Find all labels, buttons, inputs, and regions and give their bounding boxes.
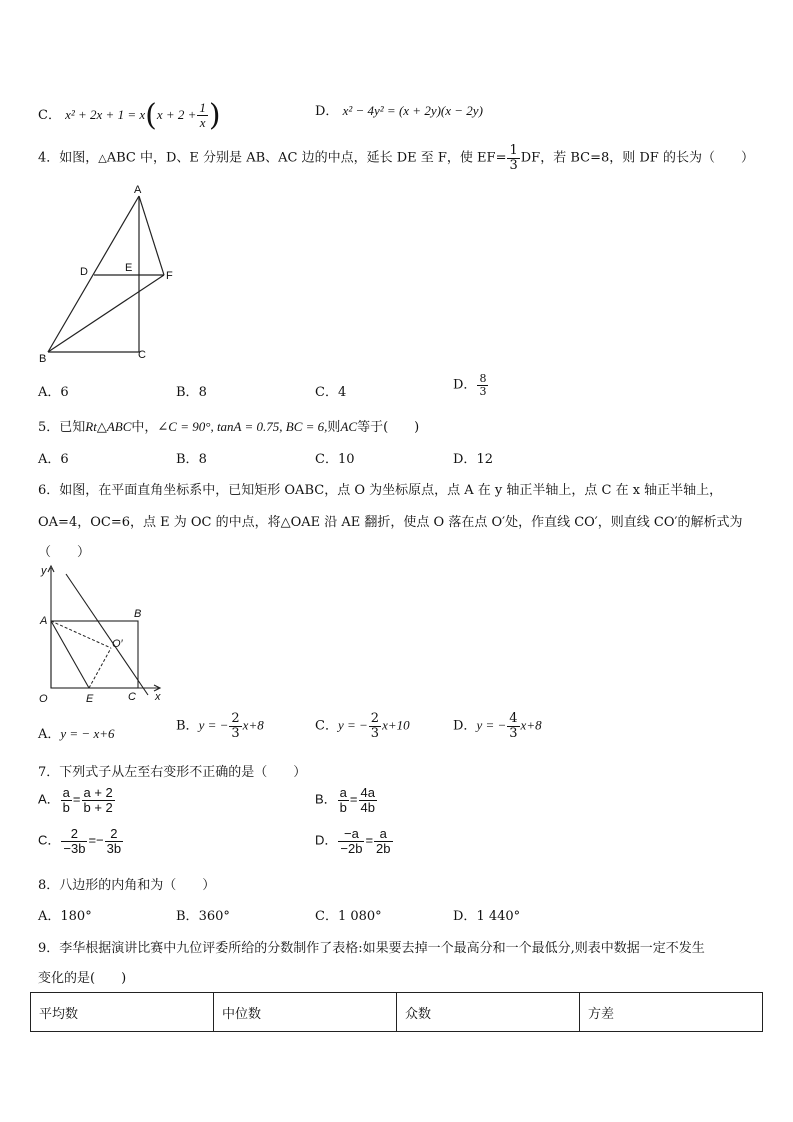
q6-label-e: E [86,693,94,705]
q4-label-a: A [134,184,142,196]
q6-option-c [315,712,410,740]
q6-option-a-expr: y = − x+6 [60,726,115,741]
q7-d-rd: 2b [376,840,391,856]
q3-c-paren-close: ) [208,98,221,133]
q3-d-eq: x² − 4y² = (x + 2y)(x − 2y) [342,103,483,118]
q6-option-b-label: B． [176,718,199,734]
q6-option-c-num: 2 [370,711,380,726]
q4-segment-bf [48,275,164,352]
q3-c-eq-inner: x + 2 + [156,107,197,122]
q8-option-d [453,905,520,924]
q4-stem-fraction [507,144,519,172]
q5-option-b-label: B． [176,452,199,467]
q6-option-d-pre: y = − [476,717,507,733]
q6-label-a: A [40,615,48,627]
q4-segment-af [139,196,164,275]
q5-stem-math3: AC [340,419,358,434]
q6-option-b [176,712,264,740]
q7-option-b [315,786,378,814]
q9-table-cell-mean: 平均数 [31,993,214,1032]
q6-option-c-den: 3 [370,725,380,741]
q3-c-frac-den: x [199,115,206,130]
q5-stem-math2: ∠C = 90°, tanA = 0.75, BC = 6, [157,419,328,434]
q7-c-ld: −3b [63,840,86,856]
q5-option-d-value: 12 [476,452,493,467]
q8-stem: 8．八边形的内角和为（ ） [38,878,216,893]
q6-option-b-num: 2 [231,711,240,726]
table-row [31,993,763,1032]
q7-a-label: A． [38,791,60,807]
q8-option-c-label: C． [315,909,338,924]
q6-stem-line3: （ ） [38,545,91,560]
q4-option-a-label: A． [38,385,61,400]
q6-label-b: B [134,608,142,620]
q4-option-a-value: 6 [60,385,69,400]
q4-option-c-value: 4 [337,385,347,400]
q4-option-d [453,373,489,397]
q4-label-e: E [125,262,133,274]
q7-b-eq: = [349,791,358,807]
q8-option-d-value: 1 440° [476,909,521,924]
q6-option-b-post: x+8 [242,717,264,733]
q5-stem-then: 则 [327,420,341,435]
q7-a-left-fraction [61,786,72,814]
q4-option-c-label: C． [315,385,338,400]
q3-c-frac-num: 1 [199,100,206,116]
q4-label-d: D [80,266,88,278]
q5-stem-math1: Rt△ABC [85,419,132,434]
q6-option-d [453,712,542,740]
q8-option-a-value: 180° [60,909,92,924]
q5-option-b-value: 8 [198,452,207,467]
q8-option-c [315,905,382,924]
q6-option-d-num: 4 [509,711,518,726]
q3-c-eq-left: x² + 2x + 1 = x [65,107,146,122]
q5-option-a [38,448,69,467]
q7-a-eq: = [72,791,81,807]
q7-b-rn: 4a [360,785,375,800]
q9-table-cell-mode: 众数 [397,993,580,1032]
q4-option-b [176,381,207,400]
q4-stem-post: DF，若 BC=8，则 DF 的长为（ ） [520,150,754,166]
q6-option-d-fraction [507,712,519,740]
q6-option-c-fraction [369,712,381,740]
q9-table-cell-variance: 方差 [580,993,763,1032]
q7-b-label: B． [315,791,337,807]
q8-option-b [176,905,230,924]
q4-stem-frac-den: 3 [509,157,518,173]
q7-d-left-fraction [338,827,364,855]
q8-option-a-label: A． [38,909,61,924]
q8-option-a [38,905,92,924]
q5-option-d-label: D． [453,452,477,467]
q3-c-paren-open: ( [145,98,157,133]
q5-stem [38,416,419,435]
q7-option-a [38,786,116,814]
q7-c-rd: 3b [106,840,122,856]
q5-stem-pre: 5．已知 [38,420,86,435]
q7-d-ld: −2b [340,840,363,856]
q6-option-d-label: D． [453,718,477,734]
q7-b-ld: b [339,799,347,815]
q4-option-b-label: B． [176,385,199,400]
q7-d-label: D． [315,832,338,848]
q5-option-c-label: C． [315,452,338,467]
q6-option-c-label: C． [315,718,338,734]
q6-stem-line2: OA=4，OC=6，点 E 为 OC 的中点，将△OAE 沿 AE 翻折，使点 O 落在点 O′处，作直线 CO′，则直线 CO′的解析式为 [38,515,743,530]
q7-option-d [315,827,394,855]
q7-c-right-fraction [105,827,123,855]
q6-option-b-pre: y = − [198,717,229,733]
q7-c-left-fraction [61,827,87,855]
q7-d-ln: −a [338,827,364,842]
q4-option-d-label: D． [453,377,477,393]
q8-option-c-value: 1 080° [337,909,382,924]
q3-c-fraction [197,101,208,129]
q4-option-b-value: 8 [198,385,207,400]
q6-figure [34,562,174,707]
q7-a-ld: b [62,799,70,815]
q4-label-c: C [138,349,146,361]
q5-option-d [453,448,493,467]
q3-d-label: D． [315,104,339,119]
q4-figure [36,180,186,365]
q4-stem [38,144,754,172]
q7-b-right-fraction [359,786,377,814]
q8-option-d-label: D． [453,909,477,924]
q6-option-c-post: x+10 [382,717,410,733]
q6-label-x: x [155,691,161,703]
q3-option-d [315,100,483,119]
q9-table [30,992,763,1032]
q4-option-a [38,381,69,400]
q6-dashed-eo-prime [89,648,111,688]
q7-c-rn: 2 [105,827,123,842]
q7-c-eq: =− [88,832,104,848]
q6-option-b-den: 3 [231,725,240,741]
q4-stem-pre: 4．如图， [38,150,99,166]
q5-option-c-value: 10 [337,452,355,467]
q7-b-ln: a [339,785,347,800]
q7-b-left-fraction [338,786,349,814]
q6-stem-line1: 6．如图，在平面直角坐标系中，已知矩形 OABC，点 O 为坐标原点，点 A 在 y 轴正半轴上，点 C 在 x 轴正半轴上， [38,483,723,498]
q4-label-b: B [39,353,47,365]
q7-d-rn: a [374,827,392,842]
q6-dashed-ao-prime [51,621,111,648]
q5-option-b [176,448,207,467]
q7-a-right-fraction [82,786,115,814]
q5-option-a-label: A． [38,452,61,467]
q6-label-c: C [128,691,136,703]
q8-option-b-value: 360° [198,909,230,924]
q6-label-o-prime: O′ [112,638,123,650]
q7-a-rn: a + 2 [83,785,113,800]
q6-label-y: y [41,565,47,577]
q9-stem-line1: 9．李华根据演讲比赛中九位评委所给的分数制作了表格:如果要去掉一个最高分和一个最低分,则表中数据一定不发生 [38,941,705,956]
q6-option-a-label: A． [38,727,61,742]
q4-option-c [315,381,346,400]
q4-segment-ab [48,196,139,352]
q7-d-right-fraction [374,827,392,855]
q6-option-a [38,723,115,742]
q3-c-label: C． [38,108,61,123]
q7-option-c [38,827,124,855]
q7-d-eq: = [365,832,374,848]
q6-option-b-fraction [229,712,241,740]
q9-table-cell-median: 中位数 [214,993,397,1032]
q4-label-f: F [166,270,173,282]
q6-option-d-den: 3 [509,725,518,741]
q4-option-d-num: 8 [479,372,487,385]
q5-stem-post: 等于( ) [357,420,420,435]
q7-a-ln: a [62,785,70,800]
q4-triangle-symbol: △ [98,151,107,165]
q6-segment-ae [51,621,89,688]
q4-stem-frac-num: 1 [509,143,518,158]
q7-stem: 7．下列式子从左至右变形不正确的是（ ） [38,765,307,780]
q7-b-rd: 4b [360,799,375,815]
q5-option-a-value: 6 [60,452,69,467]
q5-stem-mid: 中， [131,420,158,435]
q9-stem-line2: 变化的是( ) [38,971,127,986]
q7-c-ln: 2 [61,827,87,842]
q6-line-co-prime [66,574,148,695]
q3-option-c [38,98,221,133]
q6-label-o: O [39,693,48,705]
q7-c-label: C． [38,832,61,848]
q4-stem-mid: ABC 中，D、E 分别是 AB、AC 边的中点，延长 DE 至 F，使 EF= [106,150,507,166]
q7-a-rd: b + 2 [83,799,113,815]
q4-option-d-fraction [477,373,488,397]
q8-option-b-label: B． [176,909,199,924]
q5-option-c [315,448,355,467]
q6-option-c-pre: y = − [337,717,368,733]
q6-option-d-post: x+8 [520,717,542,733]
q4-option-d-den: 3 [479,384,487,398]
